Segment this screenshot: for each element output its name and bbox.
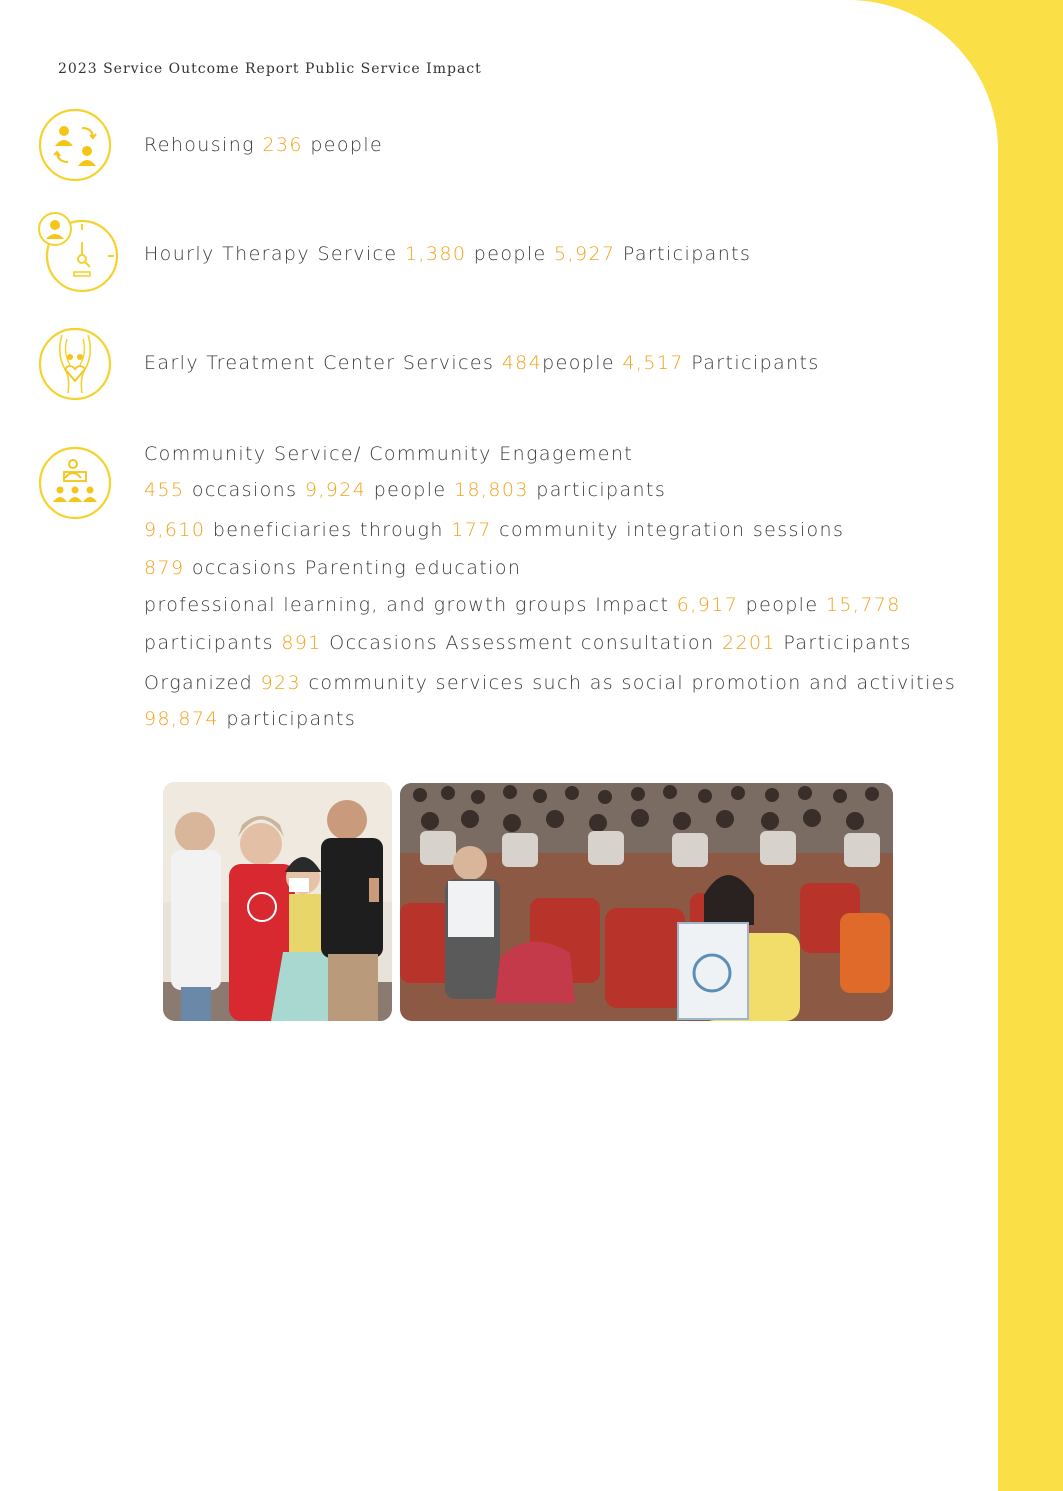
stat-number: 236 [262, 134, 303, 156]
stat-text: participants [144, 632, 282, 654]
stat-text: occasions [184, 479, 305, 501]
stat-text: participants [218, 708, 357, 730]
stat-text: Rehousing [144, 134, 263, 156]
community-teaching-icon [38, 446, 112, 520]
stat-number: 891 [281, 632, 322, 654]
report-header-title: 2023 Service Outcome Report Public Service Impact [58, 61, 482, 77]
stat-text: people [366, 479, 454, 501]
stat-text: Organized [144, 672, 261, 694]
stat-text: Occasions Assessment consultation [321, 632, 722, 654]
people-exchange-icon [38, 108, 112, 182]
community-line-6 [144, 672, 956, 694]
community-line-2 [144, 519, 844, 541]
stat-number: 9,610 [144, 519, 206, 541]
auditorium-audience-photo [400, 783, 893, 1021]
therapy-clock-icon [38, 212, 120, 294]
stat-text: people [302, 134, 384, 156]
stat-text: professional learning, and growth groups Impact [144, 594, 677, 616]
stat-number: 6,917 [676, 594, 739, 616]
group-photo-conference [163, 782, 392, 1021]
stat-text: participants [528, 479, 667, 501]
stat-number: 923 [260, 672, 302, 694]
stat-number: 484 [501, 352, 543, 374]
stat-number: 4,517 [622, 352, 684, 374]
community-line-3 [144, 557, 521, 579]
community-line-4 [144, 594, 901, 616]
stat-text: people [466, 243, 555, 265]
stat-number: 455 [144, 479, 185, 501]
early-treatment-stat [144, 352, 820, 374]
stat-text: Participants [683, 352, 820, 374]
stat-number: 5,927 [554, 243, 616, 265]
stat-text: occasions Parenting education [184, 557, 522, 579]
community-line-5 [144, 632, 912, 654]
stat-text: people [542, 352, 623, 374]
stat-text: Early Treatment Center Services [144, 352, 502, 374]
stat-number: 9,924 [304, 479, 367, 501]
stat-number: 98,874 [144, 708, 219, 730]
stat-text: Participants [615, 243, 752, 265]
stat-number: 1,380 [404, 243, 467, 265]
community-line-7 [144, 708, 356, 730]
caring-hands-icon [38, 327, 112, 401]
stat-text: beneficiaries through [205, 519, 452, 541]
stat-number: 18,803 [453, 479, 529, 501]
stat-text: community services such as social promotion and activities [301, 672, 957, 694]
community-line-1 [144, 479, 666, 501]
community-heading: Community Service/ Community Engagement [144, 443, 634, 465]
stat-number: 177 [451, 519, 492, 541]
stat-number: 15,778 [825, 594, 901, 616]
rehousing-stat [144, 134, 383, 156]
hourly-therapy-stat [144, 243, 751, 265]
stat-text: Participants [775, 632, 912, 654]
stat-text: Hourly Therapy Service [144, 243, 405, 265]
stat-text: people [738, 594, 826, 616]
stat-number: 879 [144, 557, 185, 579]
stat-text: community integration sessions [491, 519, 845, 541]
stat-number: 2201 [721, 632, 776, 654]
